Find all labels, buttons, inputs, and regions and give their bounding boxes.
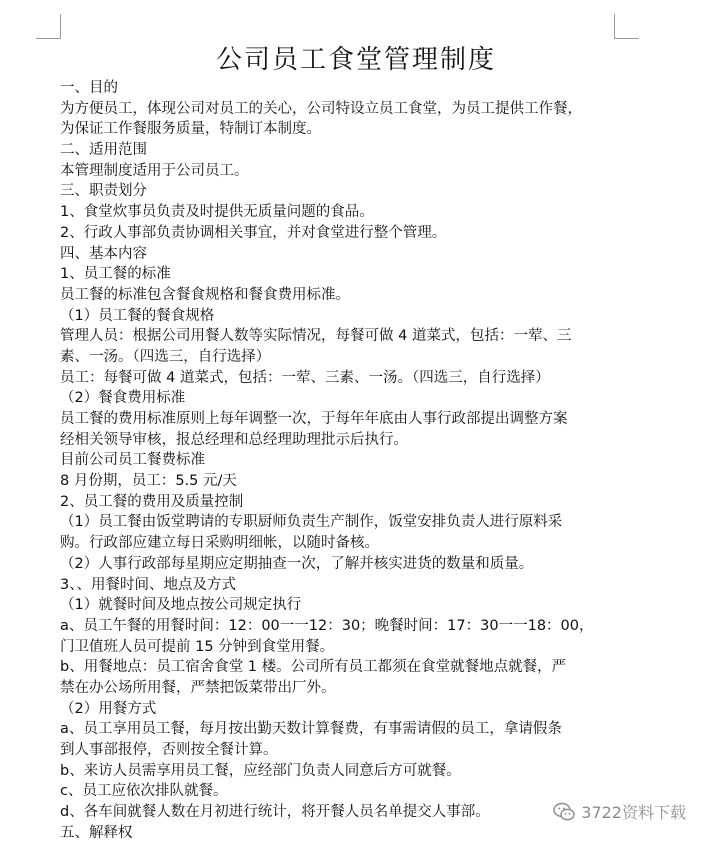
paragraph-line: 员工餐的标准包含餐食规格和餐食费用标准。 [60,286,350,303]
paragraph-line: d、各车间就餐人数在月初进行统计，将开餐人员名单提交人事部。 [60,804,490,821]
watermark-text: 3722资料下载 [581,803,686,822]
paragraph-line: 为保证工作餐服务质量，特制订本制度。 [60,121,321,138]
paragraph-line: 管理人员：根据公司用餐人数等实际情况，每餐可做 4 道菜式，包括：一荤、三 [60,328,572,345]
heading-interpretation: 五、解释权 [60,824,133,841]
subheading: （2）餐食费用标准 [60,390,186,407]
page-corner-mark-left [36,14,61,39]
paragraph-line: 目前公司员工餐费标准 [60,452,205,469]
paragraph-line: b、来访人员需享用员工餐，应经部门负责人同意后方可就餐。 [60,762,461,779]
paragraph-line: c、员工应依次排队就餐。 [60,783,228,800]
paragraph-line: 禁在办公场所用餐，严禁把饭菜带出厂外。 [60,679,336,696]
paragraph-line: b、用餐地点：员工宿舍食堂 1 楼。公司所有员工都须在食堂就餐地点就餐，严 [60,659,567,676]
paragraph-line: 本管理制度适用于公司员工。 [60,162,249,179]
watermark [549,798,690,825]
paragraph-line: （1）员工餐由饭堂聘请的专职厨师负责生产制作，饭堂安排负责人进行原料采 [60,514,563,531]
subheading: （1）员工餐的餐食规格 [60,307,215,324]
paragraph-line: a、员工午餐的用餐时间：12：00一一12：30；晚餐时间：17：30一一18：00， [60,617,594,634]
paragraph-line: 素、一汤。（四选三，自行选择） [60,348,271,365]
paragraph-line: 8 月份期，员工：5.5 元/天 [60,473,237,490]
heading-purpose: 一、目的 [60,80,118,96]
paragraph-line: a、员工享用员工餐，每月按出勤天数计算餐费，有事需请假的员工，拿请假条 [60,721,562,738]
heading-duties: 三、职责划分 [60,183,147,200]
document-body [60,78,660,843]
page-corner-mark-right [614,14,639,39]
paragraph-line: 经相关领导审核，报总经理和总经理助理批示后执行。 [60,431,408,448]
paragraph-line: 员工餐的费用标准原则上每年调整一次，于每年年底由人事行政部提出调整方案 [60,411,568,427]
paragraph-line: （2）人事行政部每星期应定期抽查一次，了解并核实进货的数量和质量。 [60,555,534,572]
paragraph-line: 购。行政部应建立每日采购明细帐，以随时备核。 [60,535,379,552]
wechat-icon [553,802,575,822]
paragraph-line: 门卫值班人员可提前 15 分钟到食堂用餐。 [60,638,335,655]
paragraph-line: 为方便员工，体现公司对员工的关心，公司特设立员工食堂，为员工提供工作餐， [60,100,582,117]
subheading: 3、、用餐时间、地点及方式 [60,576,236,593]
subheading: 2、员工餐的费用及质量控制 [60,493,244,510]
paragraph-line: 1、食堂炊事员负责及时提供无质量问题的食品。 [60,204,374,221]
heading-content: 四、基本内容 [60,245,147,262]
subheading: 1、员工餐的标准 [60,266,171,283]
paragraph-line: 2、行政人事部负责协调相关事宜，并对食堂进行整个管理。 [60,224,447,241]
paragraph-line: 到人事部报停，否则按全餐计算。 [60,742,278,758]
paragraph-line: 员工：每餐可做 4 道菜式，包括：一荤、三素、一汤。（四选三，自行选择） [60,369,550,386]
heading-scope: 二、适用范围 [60,142,147,159]
document-title: 公司员工食堂管理制度 [215,45,496,75]
subheading: （1）就餐时间及地点按公司规定执行 [60,597,302,614]
subheading: （2）用餐方式 [60,700,157,717]
